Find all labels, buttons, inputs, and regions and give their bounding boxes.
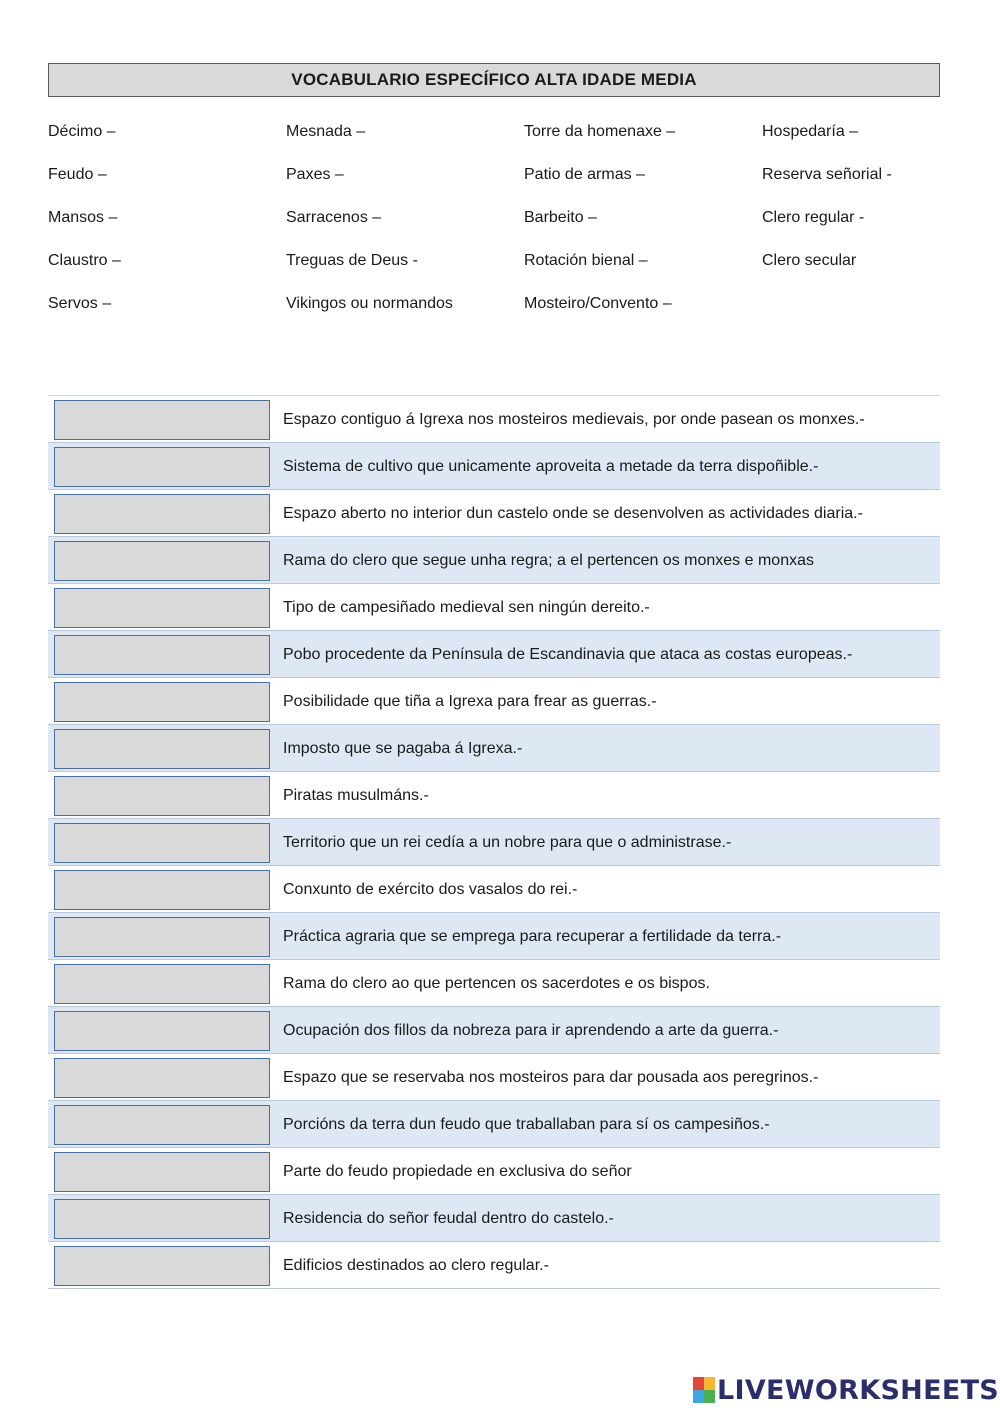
table-row [48, 1148, 940, 1195]
answer-input[interactable] [54, 635, 270, 675]
table-row [48, 1007, 940, 1054]
page-title-text: VOCABULARIO ESPECÍFICO ALTA IDADE MEDIA [291, 70, 697, 89]
vocab-term: Rotación bienal – [524, 252, 648, 269]
vocab-term: Torre da homenaxe – [524, 123, 676, 140]
vocab-term: Barbeito – [524, 209, 597, 226]
table-row [48, 1242, 940, 1289]
answer-input[interactable] [54, 964, 270, 1004]
page-title [48, 63, 940, 97]
vocab-term: Reserva señorial - [762, 166, 892, 183]
definition-text: Imposto que se pagaba á Igrexa.- [283, 740, 523, 757]
definition-text: Residencia do señor feudal dentro do castelo.- [283, 1210, 614, 1227]
definition-text: Territorio que un rei cedía a un nobre para que o administrase.- [283, 834, 732, 851]
table-row [48, 960, 940, 1007]
answer-input[interactable] [54, 1246, 270, 1286]
table-row [48, 819, 940, 866]
answer-input[interactable] [54, 588, 270, 628]
logo-square [704, 1377, 715, 1390]
definition-text: Edificios destinados ao clero regular.- [283, 1257, 549, 1274]
table-row [48, 772, 940, 819]
table-row [48, 725, 940, 772]
vocab-term: Hospedaría – [762, 123, 859, 140]
definition-text: Espazo contiguo á Igrexa nos mosteiros medievais, por onde pasean os monxes.- [283, 411, 865, 428]
brand-name: LIVEWORKSHEETS [717, 1374, 1000, 1406]
answer-input[interactable] [54, 823, 270, 863]
vocab-term: Patio de armas – [524, 166, 645, 183]
liveworksheets-logo-icon [693, 1377, 715, 1403]
definition-text: Rama do clero que segue unha regra; a el pertencen os monxes e monxas [283, 552, 814, 569]
vocab-term: Clero regular - [762, 209, 865, 226]
logo-square [704, 1390, 715, 1403]
definitions-table [48, 395, 940, 1289]
answer-input[interactable] [54, 1199, 270, 1239]
logo-square [693, 1390, 704, 1403]
definition-text: Pobo procedente da Península de Escandinavia que ataca as costas europeas.- [283, 646, 853, 663]
vocab-term: Feudo – [48, 166, 107, 183]
definition-text: Espazo aberto no interior dun castelo onde se desenvolven as actividades diaria.- [283, 505, 863, 522]
definition-text: Conxunto de exército dos vasalos do rei.- [283, 881, 578, 898]
answer-input[interactable] [54, 729, 270, 769]
vocab-term: Servos – [48, 295, 112, 312]
table-row [48, 490, 940, 537]
answer-input[interactable] [54, 682, 270, 722]
table-row [48, 537, 940, 584]
answer-input[interactable] [54, 870, 270, 910]
table-row [48, 1195, 940, 1242]
definition-text: Tipo de campesiñado medieval sen ningún dereito.- [283, 599, 650, 616]
footer-brand [693, 1374, 999, 1406]
table-row [48, 584, 940, 631]
vocab-term: Claustro – [48, 252, 121, 269]
table-row [48, 396, 940, 443]
answer-input[interactable] [54, 776, 270, 816]
table-row [48, 443, 940, 490]
answer-input[interactable] [54, 1011, 270, 1051]
definition-text: Práctica agraria que se emprega para recuperar a fertilidade da terra.- [283, 928, 782, 945]
table-row [48, 866, 940, 913]
answer-input[interactable] [54, 447, 270, 487]
logo-square [693, 1377, 704, 1390]
definition-text: Piratas musulmáns.- [283, 787, 429, 804]
vocab-term: Vikingos ou normandos [286, 295, 453, 312]
answer-input[interactable] [54, 494, 270, 534]
vocab-term [762, 290, 948, 333]
answer-input[interactable] [54, 400, 270, 440]
answer-input[interactable] [54, 1152, 270, 1192]
definition-text: Rama do clero ao que pertencen os sacerdotes e os bispos. [283, 975, 710, 992]
answer-input[interactable] [54, 917, 270, 957]
table-row [48, 1054, 940, 1101]
vocab-term: Treguas de Deus - [286, 252, 418, 269]
vocab-term: Mesnada – [286, 123, 366, 140]
table-row [48, 1101, 940, 1148]
table-row [48, 678, 940, 725]
definition-text: Posibilidade que tiña a Igrexa para frear as guerras.- [283, 693, 657, 710]
definition-text: Parte do feudo propiedade en exclusiva do señor [283, 1163, 632, 1180]
definition-text: Ocupación dos fillos da nobreza para ir aprendendo a arte da guerra.- [283, 1022, 779, 1039]
table-row [48, 913, 940, 960]
vocab-term: Mosteiro/Convento – [524, 295, 672, 312]
vocab-term: Clero secular [762, 252, 857, 269]
vocabulary-list [48, 118, 948, 333]
table-row [48, 631, 940, 678]
answer-input[interactable] [54, 1105, 270, 1145]
answer-input[interactable] [54, 541, 270, 581]
definition-text: Sistema de cultivo que unicamente aproveita a metade da terra dispoñible.- [283, 458, 819, 475]
definition-text: Espazo que se reservaba nos mosteiros para dar pousada aos peregrinos.- [283, 1069, 819, 1086]
definition-text: Porcións da terra dun feudo que traballaban para sí os campesiños.- [283, 1116, 770, 1133]
vocab-term: Mansos – [48, 209, 118, 226]
answer-input[interactable] [54, 1058, 270, 1098]
vocab-term: Sarracenos – [286, 209, 382, 226]
vocab-term: Paxes – [286, 166, 344, 183]
vocab-term: Décimo – [48, 123, 116, 140]
